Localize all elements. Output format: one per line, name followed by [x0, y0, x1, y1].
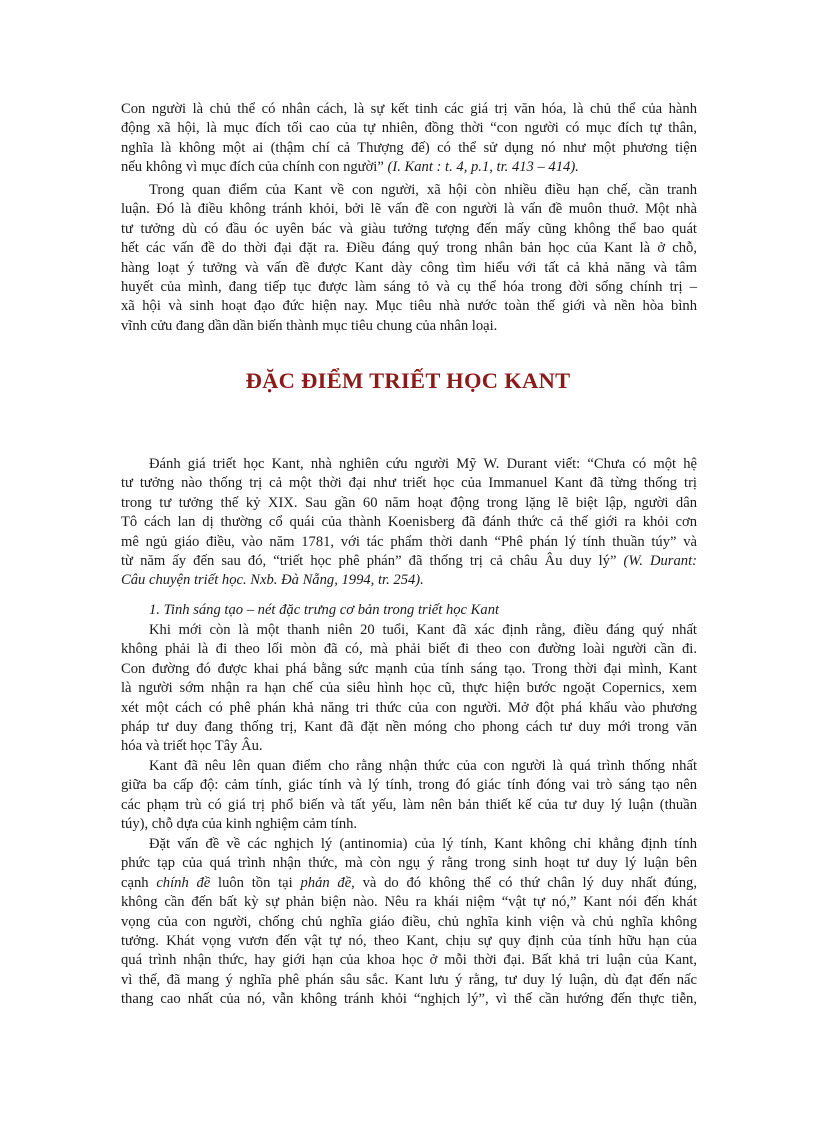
text-line: vĩnh cửu đang dần dần biến thành mục tiêu chung của nhân loại. [121, 317, 498, 334]
text-line: vì thế, đã mang ý nghĩa phê phán sâu sắc. Kant lưu ý rằng, tư duy lý luận, dù đạt đến nấc [121, 971, 697, 988]
paragraph-cognition-levels [121, 757, 697, 835]
paragraph-antinomia [121, 835, 697, 1010]
text-line: xét một cách có phê phán khả năng tri thức của con người. Mở đột phá khẩu vào phương [121, 699, 697, 716]
text-line: trong tư tưởng thế kỷ XIX. Sau gần 60 năm hoạt động trong lặng lẽ biệt lập, người dân [121, 494, 697, 511]
text-line: Khi mới còn là một thanh niên 20 tuổi, Kant đã xác định rằng, điều đáng quý nhất [149, 622, 697, 638]
text-fragment: cạnh [121, 874, 157, 891]
text-line: không cần đến bất kỳ sự phản biện nào. Nêu ra khái niệm “vật tự nó,” Kant nói đến khát [121, 894, 697, 911]
text-line: Con người là chủ thể có nhân cách, là sự kết tinh các giá trị văn hóa, là chủ thể của hành [121, 101, 697, 117]
citation: (I. Kant : t. 4, p.1, tr. 413 – 414). [387, 159, 579, 176]
paragraph-human-subject [121, 100, 697, 178]
text-line: Đặt vấn đề về các nghịch lý (antinomia) của lý tính, Kant không chỉ khẳng định tính [149, 836, 697, 852]
subsection-heading: 1. Tinh sáng tạo – nét đặc trưng cơ bản trong triết học Kant [149, 602, 500, 618]
text-line: hóa và triết học Tây Âu. [121, 738, 263, 755]
text-fragment: luôn tồn tại [210, 874, 301, 891]
text-line: xã hội và sinh hoạt đạo đức hiện nay. Mục tiêu nhà nước toàn thế giới và nền hòa bình [121, 298, 697, 315]
paragraph-kant-limitations [121, 181, 697, 336]
emphasis-thesis: chính đề [156, 874, 211, 891]
paragraph-creativity [121, 621, 697, 757]
text-line: huyết của mình, đang tiếp tục được làm sáng tỏ và cụ thể hóa trong đời sống chính trị – [121, 278, 697, 295]
text-line: hàng loạt ý tưởng và vấn đề được Kant dày công tìm hiểu với tất cả khả năng và tâm [121, 259, 697, 276]
text-fragment: và do đó không thể có thứ chân lý duy nhất đúng, [354, 874, 697, 891]
text-line [121, 552, 697, 571]
text-fragment: nếu không vì mục đích của chính con người” [121, 159, 388, 176]
text-line: tưởng. Khát vọng vươn đến vật tự nó, theo Kant, chịu sự quy định của tính hữu hạn của [121, 932, 697, 949]
text-line: quá trình nhận thức, hay giới hạn của khoa học ở mỗi thời đại. Bất khả tri luận của Kant, [121, 952, 697, 969]
text-line: pháp tư duy đang thống trị, Kant đã đặt nền móng cho phong cách tư duy mới trong văn [121, 718, 697, 735]
text-line [121, 874, 697, 893]
text-line: là người sớm nhận ra hạn chế của siêu hình học cũ, thực hiện bước ngoặt Copernics, xem [121, 680, 697, 697]
text-line: nghĩa là không một ai (thậm chí cả Thượng đế) có thể sử dụng nó như một phương tiện [121, 139, 697, 156]
citation: Câu chuyện triết học. Nxb. Đà Nẵng, 1994, tr. 254). [121, 572, 424, 589]
text-line: tư tưởng nào thống trị cả một thời đại như triết học của Immanuel Kant đã từng thống trị [121, 475, 697, 492]
text-line: giữa ba cấp độ: cảm tính, giác tính và lý tính, trong đó giác tính đóng vai trò sáng tạo nên [121, 777, 697, 794]
citation: (W. Durant: [623, 552, 697, 569]
text-fragment: từ năm ấy đến sau đó, “triết học phê phán” đã thống trị cả châu Âu duy lý” [121, 552, 624, 569]
text-line: động xã hội, là mục đích tối cao của tự nhiên, đồng thời “con người có mục đích tự thân, [121, 120, 697, 137]
text-line: Kant đã nêu lên quan điểm cho rằng nhận thức của con người là quá trình thống nhất [149, 758, 697, 774]
text-line: thang cao nhất của nó, vẫn không tránh khỏi “nghịch lý”, vì thế cần hướng đến thực tiễn, [121, 991, 697, 1008]
text-line [121, 158, 697, 177]
text-line: Đánh giá triết học Kant, nhà nghiên cứu người Mỹ W. Durant viết: “Chưa có một hệ [149, 456, 697, 472]
paragraph-durant-quote [121, 455, 697, 591]
text-line: luận. Đó là điều không tránh khỏi, bởi lẽ vấn đề con người là vấn đề muôn thuở. Một nhà [121, 201, 697, 218]
text-line: mê ngủ giáo điều, vào năm 1781, với tác phẩm thời danh “Phê phán lý tính thuần túy” và [121, 533, 697, 550]
text-line: không phải là đi theo lối mòn đã có, mà phải biết đi theo con đường loài người cần đi. [121, 641, 697, 658]
text-line: vọng của con người, chống chủ nghĩa giáo điều, chủ nghĩa kinh viện và chủ nghĩa không [121, 913, 697, 930]
text-line [121, 571, 697, 590]
text-line: hết các vấn đề do thời đại đặt ra. Điều đáng quý trong nhân bản học của Kant là ở chỗ, [121, 240, 697, 257]
text-line: Con đường đó được khai phá bằng sức mạnh của tính sáng tạo. Trong thời đại mình, Kant [121, 660, 697, 677]
text-line: phức tạp của quá trình nhận thức, mà còn ngụ ý rằng trong sinh hoạt tư duy lý luận bên [121, 855, 697, 872]
text-line: tư tưởng dù có đầu óc uyên bác và giàu tưởng tượng đến mấy cũng không thể bao quát [121, 220, 697, 237]
emphasis-antithesis: phản đề, [300, 874, 355, 891]
section-title: ĐẶC ĐIỂM TRIẾT HỌC KANT [245, 368, 571, 393]
text-line: túy), chỗ dựa của kinh nghiệm cảm tính. [121, 816, 358, 833]
text-line: Trong quan điểm của Kant về con người, xã hội còn nhiều điều hạn chế, cần tranh [149, 182, 697, 198]
text-line: Tô cách lan dị thường cổ quái của thành Koenisberg đã đánh thức cả thế giới ra khỏi cơn [121, 514, 697, 531]
text-line: các phạm trù có giá trị phổ biến và tất yếu, làm nên bản thiết kế của tư duy lý luận (thuần [121, 796, 697, 813]
